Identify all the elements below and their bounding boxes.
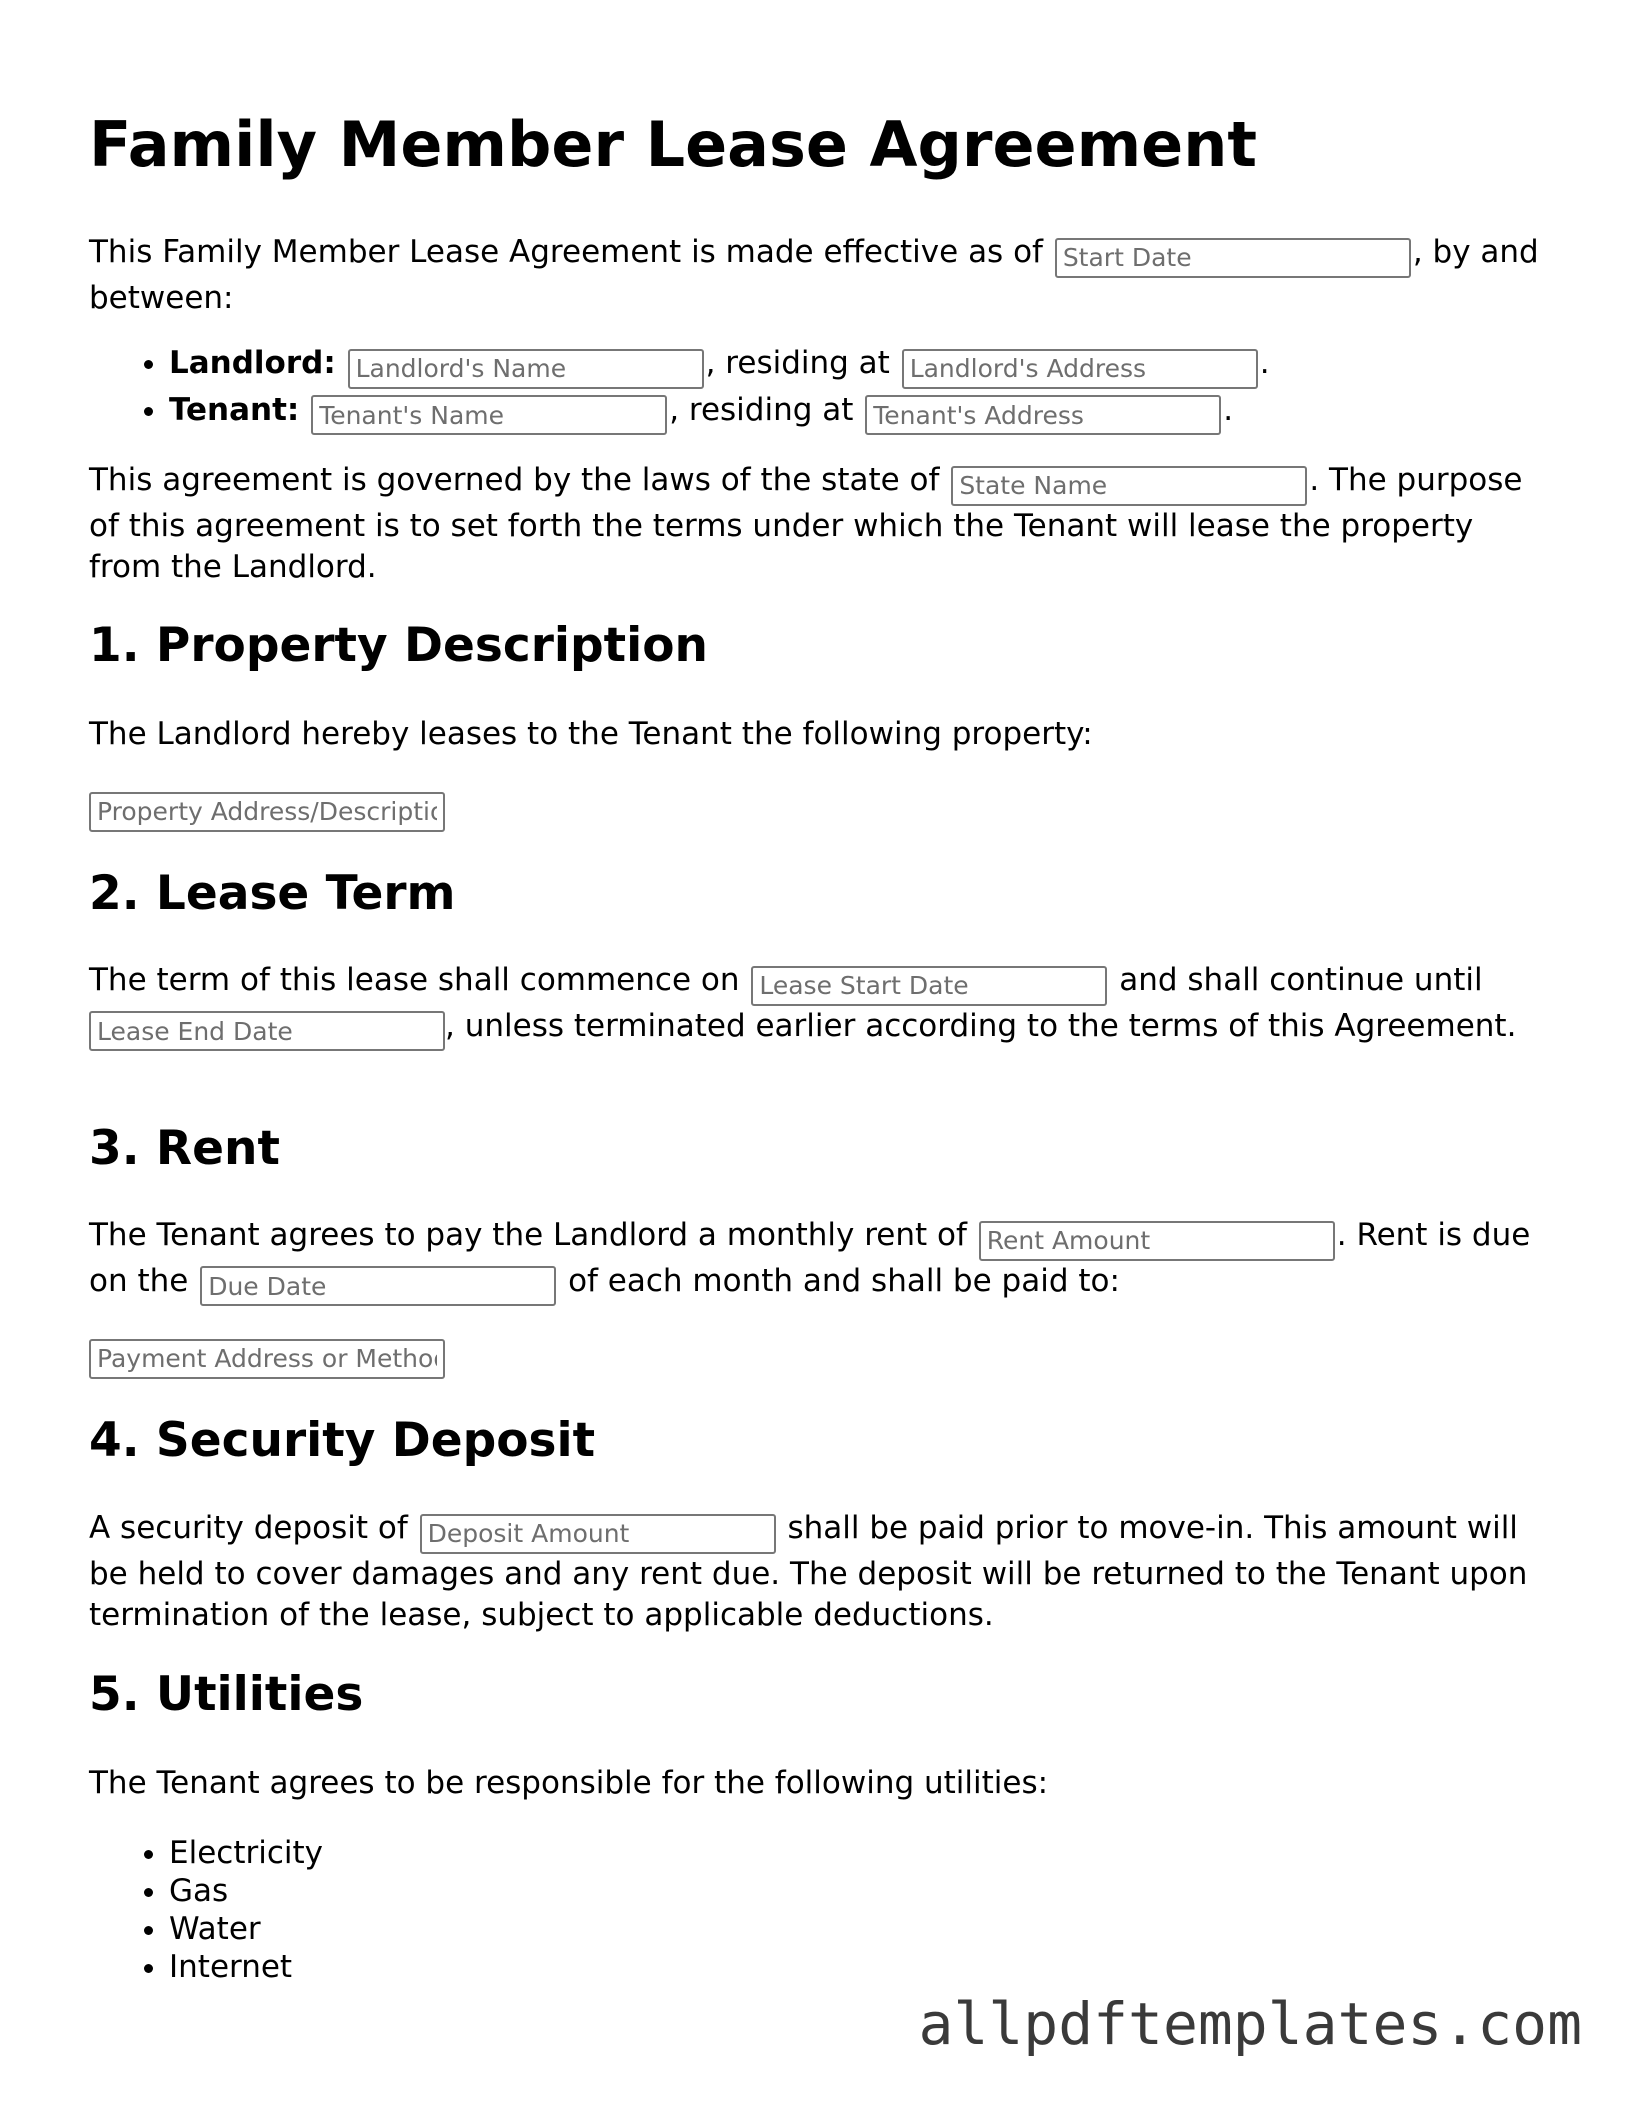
intro-paragraph: This Family Member Lease Agreement is made effective as of Start Date , by and between: [89, 232, 1549, 319]
landlord-address-input[interactable] [902, 349, 1258, 389]
section-heading-security-deposit: 4. Security Deposit [89, 1413, 596, 1468]
section-heading-property: 1. Property Description [89, 618, 708, 673]
tenant-item: • Tenant: Tenant's Name , residing at Tenant's Address . [169, 389, 1270, 436]
rent-paragraph: The Tenant agrees to pay the Landlord a monthly rent of Rent Amount . Rent is due on the Due Date of each month and shall be paid to: [89, 1215, 1549, 1306]
utilities-paragraph: The Tenant agrees to be responsible for the following utilities: [89, 1765, 1049, 1801]
tenant-address-input[interactable] [865, 395, 1221, 435]
section-heading-lease-term: 2. Lease Term [89, 866, 456, 921]
list-item: • Internet [169, 1948, 323, 1986]
landlord-label: Landlord: [169, 345, 336, 381]
due-date-input[interactable] [200, 1266, 556, 1306]
watermark: allpdftemplates.com [918, 1990, 1582, 2058]
property-paragraph: The Landlord hereby leases to the Tenant the following property: [89, 716, 1093, 752]
parties-list [89, 342, 1270, 435]
property-description-input[interactable] [89, 792, 445, 832]
landlord-item: • Landlord: Landlord's Name , residing at Landlord's Address . [169, 342, 1270, 389]
section-heading-rent: 3. Rent [89, 1121, 280, 1176]
deposit-amount-input[interactable] [420, 1514, 776, 1554]
tenant-name-input[interactable] [311, 395, 667, 435]
tenant-label: Tenant: [169, 391, 300, 428]
section-heading-utilities: 5. Utilities [89, 1667, 364, 1722]
lease-start-date-input[interactable] [751, 966, 1107, 1006]
page-title: Family Member Lease Agreement [89, 108, 1258, 181]
lease-term-paragraph: The term of this lease shall commence on Lease Start Date and shall continue until Lease End Date, unless terminated earlier according to the terms of this Agreement. [89, 960, 1549, 1051]
landlord-name-input[interactable] [348, 349, 704, 389]
governing-law-paragraph: This agreement is governed by the laws of the state of State Name . The purpose of this agreement is to set forth the terms under which the Tenant will lease the property from the Landlord. [89, 460, 1549, 588]
rent-amount-input[interactable] [979, 1221, 1335, 1261]
start-date-input[interactable] [1055, 238, 1411, 278]
property-field-row [89, 786, 1549, 832]
utilities-list [89, 1834, 323, 1986]
lease-end-date-input[interactable] [89, 1011, 445, 1051]
list-item: • Electricity [169, 1834, 323, 1872]
security-deposit-paragraph: A security deposit of Deposit Amount shall be paid prior to move-in. This amount will be held to cover damages and any rent due. The deposit will be returned to the Tenant upon termination of the lease, subject to applicable deductions. [89, 1508, 1549, 1636]
payment-field-row [89, 1333, 1549, 1379]
state-name-input[interactable] [951, 466, 1307, 506]
list-item: • Water [169, 1910, 323, 1948]
payment-method-input[interactable] [89, 1339, 445, 1379]
list-item: • Gas [169, 1872, 323, 1910]
